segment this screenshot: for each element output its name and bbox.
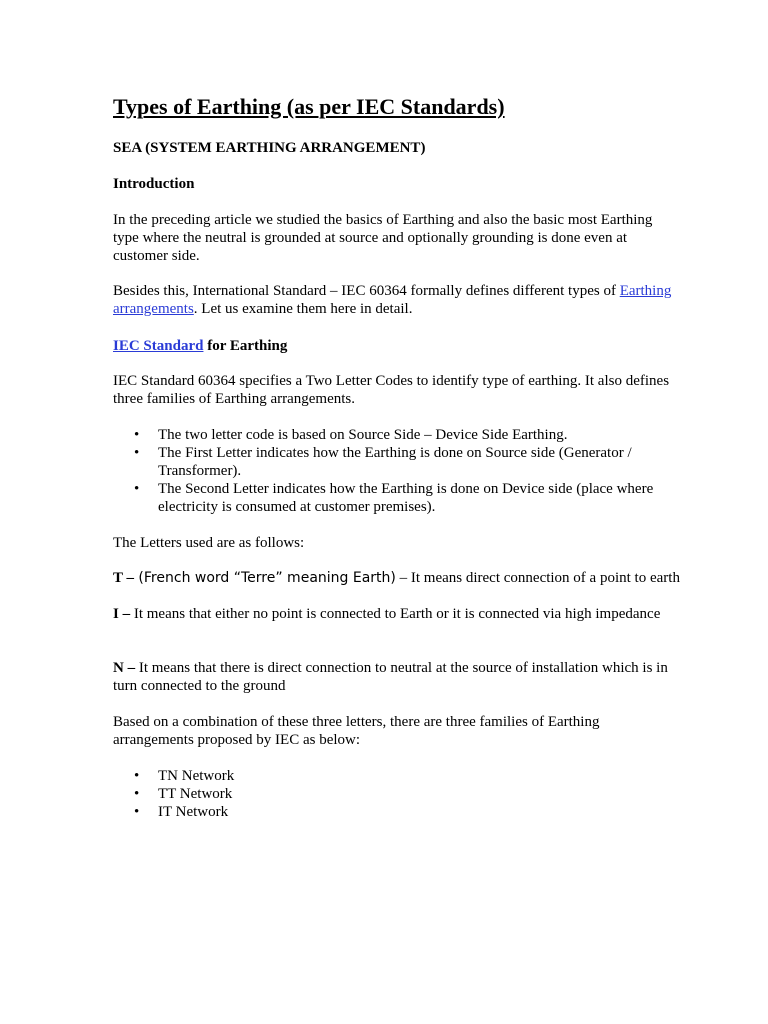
bullet-icon: • (134, 786, 140, 802)
list-item (113, 426, 673, 444)
letter-i-definition (113, 605, 673, 623)
iec-standard-link[interactable]: IEC Standard (113, 338, 204, 354)
bullet-icon: • (134, 768, 140, 784)
letter-t-key: T – (113, 570, 134, 586)
network-families-list (113, 767, 673, 821)
list-item-text: The two letter code is based on Source Side – Device Side Earthing. (158, 427, 568, 443)
list-item (113, 803, 673, 821)
list-item-text: The First Letter indicates how the Earthing is done on Source side (Generator / Transformer). (158, 445, 632, 479)
letter-n-desc: It means that there is direct connection to neutral at the source of installation which is in turn connected to the ground (113, 660, 668, 694)
list-item-text: IT Network (158, 804, 229, 820)
besides-text-end: . Let us examine them here in detail. (193, 301, 413, 317)
list-item (113, 480, 673, 516)
iec-heading-rest: for Earthing (203, 338, 288, 354)
intro-paragraph: In the preceding article we studied the basics of Earthing and also the basic most Earthing type where the neutral is grounded at source and optionally grounding is done even at customer side. (113, 212, 653, 264)
earthing-arrangements-link[interactable]: Earthing arrangements (113, 283, 672, 317)
iec-standard-heading (113, 337, 673, 355)
bullet-icon: • (134, 804, 140, 820)
besides-text-start: Besides this, International Standard – IEC 60364 formally defines different types of (113, 283, 616, 299)
list-item-text: The Second Letter indicates how the Earthing is done on Device side (place where electricity is consumed at customer premises). (158, 481, 654, 515)
list-item-text: TN Network (158, 768, 235, 784)
two-letter-code-list (113, 426, 673, 516)
letter-i-key: I – (113, 606, 131, 622)
bullet-icon: • (134, 481, 140, 497)
list-item-text: TT Network (158, 786, 233, 802)
besides-paragraph (113, 282, 673, 318)
families-paragraph: Based on a combination of these three letters, there are three families of Earthing arrangements proposed by IEC as below: (113, 714, 600, 748)
list-item (113, 785, 673, 803)
letter-t-desc: – It means direct connection of a point to earth (395, 570, 680, 586)
iec-paragraph: IEC Standard 60364 specifies a Two Letter Codes to identify type of earthing. It also defines three families of Earthing arrangements. (113, 373, 670, 407)
letter-n-key: N – (113, 660, 136, 676)
bullet-icon: • (134, 427, 140, 443)
document-title: Types of Earthing (as per IEC Standards) (113, 94, 505, 119)
letter-t-terre: (French word “Terre” meaning Earth) (133, 570, 396, 586)
subtitle: SEA (SYSTEM EARTHING ARRANGEMENT) (113, 140, 426, 156)
intro-heading: Introduction (113, 176, 195, 192)
list-item (113, 444, 673, 480)
letter-i-desc: It means that either no point is connected to Earth or it is connected via high impedance (130, 606, 661, 622)
list-item (113, 767, 673, 785)
letter-t-definition (113, 569, 680, 587)
bullet-icon: • (134, 445, 140, 461)
letter-n-definition (113, 659, 673, 695)
letters-intro: The Letters used are as follows: (113, 535, 305, 551)
